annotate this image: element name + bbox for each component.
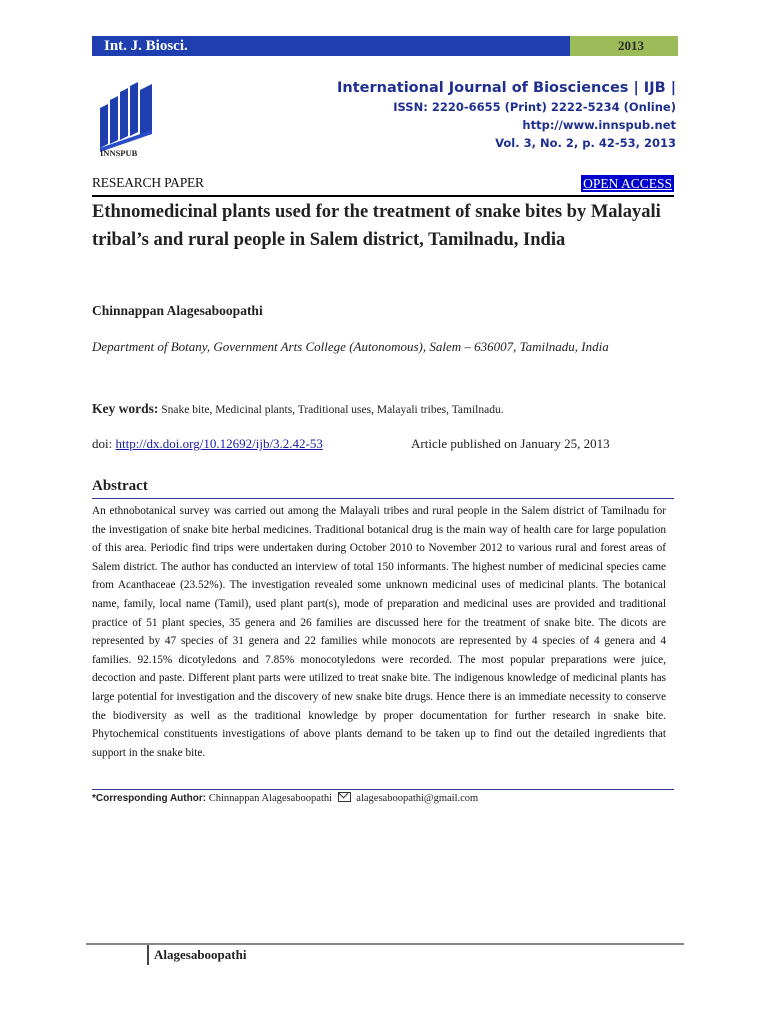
paper-title: Ethnomedicinal plants used for the treatment of snake bites by Malayali tribal’s and rural people in Salem district, Tamilnadu, India xyxy=(92,202,661,250)
corresponding-author-label: *Corresponding Author: xyxy=(92,793,207,804)
journal-banner xyxy=(92,36,678,56)
abstract-text: An ethnobotanical survey was carried out among the Malayali tribes and rural people in the Salem district of Tamilnadu for the investigation of snake bite herbal medicines. Traditional botanical drug is the main way of health care for large population of this area. Periodic find trips were undertaken during October 2010 to November 2012 to various rural and forest areas of Salem district. The author has conducted an interview of total 150 informants. The highest number of medicinal species came from Acanthaceae (23.52%). The investigation revealed some unknown medicinal uses of medicinal plants. The botanical name, family, local name (Tamil), used plant part(s), mode of preparation and medicinal uses are provided and traditional practice of 51 plant species, 35 genera and 26 families are discussed here for the treatment of snake bite. The dicots are represented by 47 species of 31 genera and 22 families while monocots are represented by 4 species of 4 genera and 4 families. 92.15% dicotyledons and 7.85% monocotyledons were recorded. The most popular preparations were juice, decoction and paste. Different plant parts were utilized to treat snake bite. The indigenous knowledge of medicinal plants has large potential for investigation and the discovery of new snake bite drugs. Hence there is an immediate necessity to conserve the biodiversity as well as the traditional knowledge by proper documentation for further research in snake bite. Phytochemical constituents investigations of above plants demand to be taken up to find out the detailed ingredients that support in the snake bite. xyxy=(92,505,666,759)
footer-running-author: Alagesaboopathi xyxy=(154,947,247,962)
publisher-logo-caption: INNSPUB xyxy=(100,148,138,158)
journal-issn: ISSN: 2220-6655 (Print) 2222-5234 (Online) xyxy=(393,100,676,114)
keywords-label: Key words: xyxy=(92,401,159,416)
footer-rule xyxy=(86,943,684,945)
journal-volume: Vol. 3, No. 2, p. 42-53, 2013 xyxy=(495,136,676,150)
abstract-bottom-rule xyxy=(92,789,674,790)
author-affiliation: Department of Botany, Government Arts College (Autonomous), Salem – 636007, Tamilnadu, India xyxy=(92,339,609,354)
envelope-icon xyxy=(338,792,351,802)
footer-divider xyxy=(147,945,149,965)
corresponding-author-line xyxy=(92,791,478,804)
doi-label: doi: xyxy=(92,436,113,451)
publication-date: Article published on January 25, 2013 xyxy=(411,436,610,451)
doi-row xyxy=(92,436,676,452)
keywords-line xyxy=(92,401,504,417)
keywords-text: Snake bite, Medicinal plants, Traditional uses, Malayali tribes, Tamilnadu. xyxy=(161,404,504,416)
journal-url[interactable]: http://www.innspub.net xyxy=(522,118,676,132)
open-access-badge[interactable]: OPEN ACCESS xyxy=(583,176,672,191)
journal-full-name: International Journal of Biosciences | IJB | xyxy=(337,80,676,96)
corresponding-author-email[interactable]: alagesaboopathi@gmail.com xyxy=(356,793,479,804)
innspub-logo xyxy=(96,78,156,158)
journal-short-name: Int. J. Biosci. xyxy=(92,36,570,56)
journal-info xyxy=(337,78,676,152)
paper-type: RESEARCH PAPER xyxy=(92,175,204,190)
doi-link[interactable]: http://dx.doi.org/10.12692/ijb/3.2.42-53 xyxy=(115,436,323,451)
paper-meta-row xyxy=(92,175,674,197)
corresponding-author-name: Chinnappan Alagesaboopathi xyxy=(208,793,333,804)
journal-year: 2013 xyxy=(570,36,678,56)
abstract-heading: Abstract xyxy=(92,478,674,499)
paper-author: Chinnappan Alagesaboopathi xyxy=(92,303,263,318)
